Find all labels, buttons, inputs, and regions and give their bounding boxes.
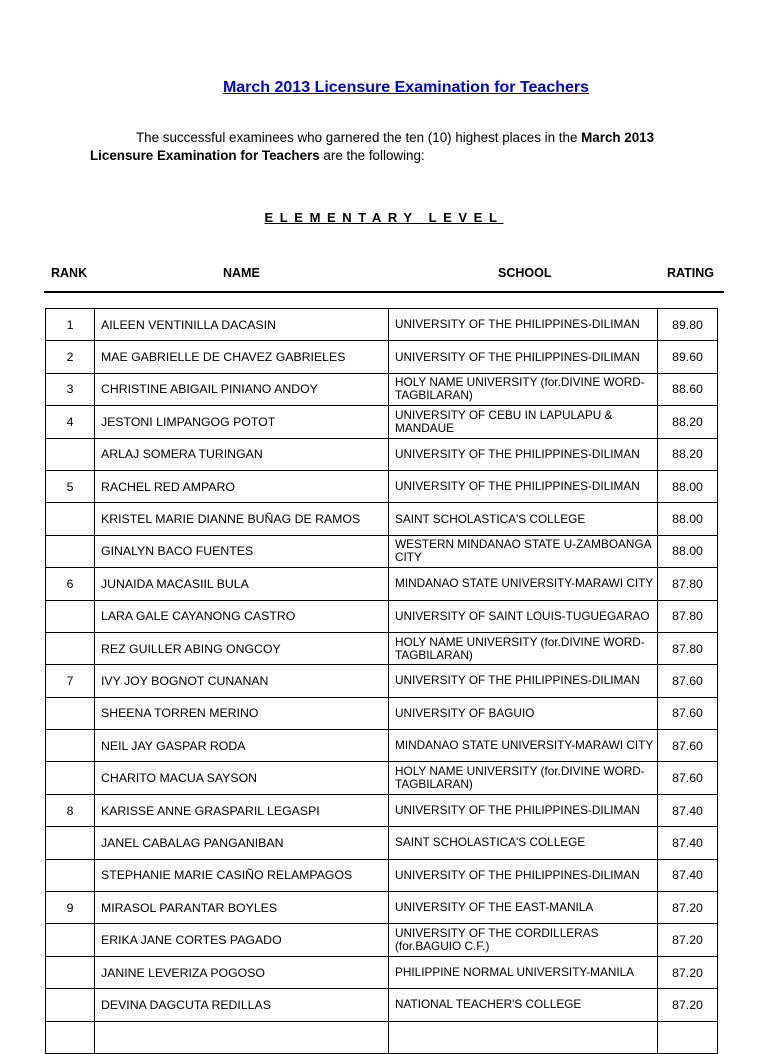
- school-cell: SAINT SCHOLASTICA'S COLLEGE: [389, 503, 658, 535]
- table-row: [46, 535, 718, 567]
- rating-cell: 87.60: [658, 730, 718, 762]
- name-cell: CHARITO MACUA SAYSON: [95, 762, 389, 794]
- school-cell: UNIVERSITY OF SAINT LOUIS-TUGUEGARAO: [389, 600, 658, 632]
- school-cell: HOLY NAME UNIVERSITY (for.DIVINE WORD-TAGBILARAN): [389, 373, 658, 405]
- name-cell: JANEL CABALAG PANGANIBAN: [95, 827, 389, 859]
- table-row: [46, 503, 718, 535]
- table-row: [46, 924, 718, 956]
- rating-cell: 87.60: [658, 665, 718, 697]
- table-row: [46, 730, 718, 762]
- name-cell: JUNAIDA MACASIIL BULA: [95, 568, 389, 600]
- rank-cell: 8: [46, 794, 95, 826]
- rank-cell: [46, 697, 95, 729]
- rating-cell: [658, 1021, 718, 1053]
- name-cell: MIRASOL PARANTAR BOYLES: [95, 892, 389, 924]
- rating-cell: 87.80: [658, 632, 718, 664]
- school-cell: UNIVERSITY OF THE PHILIPPINES-DILIMAN: [389, 859, 658, 891]
- school-cell: SAINT SCHOLASTICA'S COLLEGE: [389, 827, 658, 859]
- name-cell: KRISTEL MARIE DIANNE BUÑAG DE RAMOS: [95, 503, 389, 535]
- rating-cell: 89.60: [658, 341, 718, 373]
- rating-cell: 88.20: [658, 438, 718, 470]
- table-row: [46, 632, 718, 664]
- school-cell: UNIVERSITY OF THE PHILIPPINES-DILIMAN: [389, 309, 658, 341]
- rank-cell: 4: [46, 406, 95, 438]
- name-header: NAME: [223, 266, 260, 280]
- intro-paragraph: [90, 129, 690, 165]
- name-cell: IVY JOY BOGNOT CUNANAN: [95, 665, 389, 697]
- school-cell: UNIVERSITY OF THE PHILIPPINES-DILIMAN: [389, 470, 658, 502]
- school-cell: UNIVERSITY OF THE PHILIPPINES-DILIMAN: [389, 438, 658, 470]
- name-cell: STEPHANIE MARIE CASIÑO RELAMPAGOS: [95, 859, 389, 891]
- table-row: [46, 309, 718, 341]
- table-row: [46, 892, 718, 924]
- table-row: [46, 406, 718, 438]
- name-cell: JANINE LEVERIZA POGOSO: [95, 956, 389, 988]
- table-row: [46, 762, 718, 794]
- table-row: [46, 665, 718, 697]
- name-cell: REZ GUILLER ABING ONGCOY: [95, 632, 389, 664]
- rank-cell: [46, 438, 95, 470]
- rank-cell: 3: [46, 373, 95, 405]
- rank-cell: [46, 989, 95, 1021]
- level-heading: ELEMENTARY LEVEL: [264, 210, 504, 225]
- name-cell: SHEENA TORREN MERINO: [95, 697, 389, 729]
- table-row: [46, 1021, 718, 1053]
- name-cell: ARLAJ SOMERA TURINGAN: [95, 438, 389, 470]
- school-cell: UNIVERSITY OF THE CORDILLERAS (for.BAGUIO C.F.): [389, 924, 658, 956]
- name-cell: JESTONI LIMPANGOG POTOT: [95, 406, 389, 438]
- rating-cell: 87.60: [658, 697, 718, 729]
- school-header: SCHOOL: [498, 266, 552, 280]
- name-cell: NEIL JAY GASPAR RODA: [95, 730, 389, 762]
- school-cell: HOLY NAME UNIVERSITY (for.DIVINE WORD-TAGBILARAN): [389, 762, 658, 794]
- results-table: [45, 308, 718, 1054]
- school-cell: PHILIPPINE NORMAL UNIVERSITY-MANILA: [389, 956, 658, 988]
- table-row: [46, 956, 718, 988]
- rank-cell: 6: [46, 568, 95, 600]
- rating-cell: 87.20: [658, 924, 718, 956]
- table-row: [46, 568, 718, 600]
- name-cell: GINALYN BACO FUENTES: [95, 535, 389, 567]
- table-row: [46, 989, 718, 1021]
- name-cell: CHRISTINE ABIGAIL PINIANO ANDOY: [95, 373, 389, 405]
- rating-cell: 87.20: [658, 892, 718, 924]
- rating-cell: 87.80: [658, 600, 718, 632]
- school-cell: UNIVERSITY OF THE PHILIPPINES-DILIMAN: [389, 665, 658, 697]
- rank-cell: [46, 827, 95, 859]
- school-cell: UNIVERSITY OF CEBU IN LAPULAPU & MANDAUE: [389, 406, 658, 438]
- table-row: [46, 341, 718, 373]
- rank-cell: 7: [46, 665, 95, 697]
- rating-cell: 88.00: [658, 503, 718, 535]
- header-rule: [44, 291, 724, 293]
- school-cell: [389, 1021, 658, 1053]
- name-cell: DEVINA DAGCUTA REDILLAS: [95, 989, 389, 1021]
- rating-cell: 87.40: [658, 794, 718, 826]
- table-row: [46, 470, 718, 502]
- rating-cell: 89.80: [658, 309, 718, 341]
- page-title[interactable]: March 2013 Licensure Examination for Teachers: [222, 79, 590, 96]
- rank-cell: [46, 762, 95, 794]
- table-row: [46, 438, 718, 470]
- rank-cell: [46, 632, 95, 664]
- rank-cell: [46, 956, 95, 988]
- rank-header: RANK: [51, 266, 88, 280]
- rank-cell: [46, 859, 95, 891]
- rank-cell: 9: [46, 892, 95, 924]
- rating-cell: 88.00: [658, 535, 718, 567]
- rank-cell: [46, 503, 95, 535]
- name-cell: KARISSE ANNE GRASPARIL LEGASPI: [95, 794, 389, 826]
- rating-cell: 87.40: [658, 827, 718, 859]
- school-cell: UNIVERSITY OF BAGUIO: [389, 697, 658, 729]
- table-row: [46, 373, 718, 405]
- name-cell: AILEEN VENTINILLA DACASIN: [95, 309, 389, 341]
- rating-cell: 88.00: [658, 470, 718, 502]
- rating-header: RATING: [667, 266, 714, 280]
- name-cell: MAE GABRIELLE DE CHAVEZ GABRIELES: [95, 341, 389, 373]
- rank-cell: 1: [46, 309, 95, 341]
- school-cell: MINDANAO STATE UNIVERSITY-MARAWI CITY: [389, 568, 658, 600]
- school-cell: NATIONAL TEACHER'S COLLEGE: [389, 989, 658, 1021]
- rating-cell: 87.20: [658, 989, 718, 1021]
- intro-text-after: are the following:: [319, 148, 425, 163]
- intro-exam-name: March 2013 Licensure Examination for Teachers: [90, 130, 655, 163]
- school-cell: MINDANAO STATE UNIVERSITY-MARAWI CITY: [389, 730, 658, 762]
- school-cell: HOLY NAME UNIVERSITY (for.DIVINE WORD-TAGBILARAN): [389, 632, 658, 664]
- rating-cell: 88.60: [658, 373, 718, 405]
- school-cell: UNIVERSITY OF THE PHILIPPINES-DILIMAN: [389, 794, 658, 826]
- rating-cell: 87.60: [658, 762, 718, 794]
- name-cell: [95, 1021, 389, 1053]
- rating-cell: 87.80: [658, 568, 718, 600]
- name-cell: RACHEL RED AMPARO: [95, 470, 389, 502]
- table-row: [46, 600, 718, 632]
- rating-cell: 87.20: [658, 956, 718, 988]
- school-cell: UNIVERSITY OF THE EAST-MANILA: [389, 892, 658, 924]
- table-row: [46, 794, 718, 826]
- rank-cell: 5: [46, 470, 95, 502]
- intro-text-before: The successful examinees who garnered the ten (10) highest places in the: [136, 130, 582, 145]
- school-cell: UNIVERSITY OF THE PHILIPPINES-DILIMAN: [389, 341, 658, 373]
- rank-cell: [46, 535, 95, 567]
- name-cell: ERIKA JANE CORTES PAGADO: [95, 924, 389, 956]
- rank-cell: [46, 600, 95, 632]
- school-cell: WESTERN MINDANAO STATE U-ZAMBOANGA CITY: [389, 535, 658, 567]
- table-row: [46, 827, 718, 859]
- table-row: [46, 697, 718, 729]
- table-row: [46, 859, 718, 891]
- name-cell: LARA GALE CAYANONG CASTRO: [95, 600, 389, 632]
- rank-cell: 2: [46, 341, 95, 373]
- rank-cell: [46, 1021, 95, 1053]
- rating-cell: 88.20: [658, 406, 718, 438]
- rank-cell: [46, 924, 95, 956]
- rank-cell: [46, 730, 95, 762]
- rating-cell: 87.40: [658, 859, 718, 891]
